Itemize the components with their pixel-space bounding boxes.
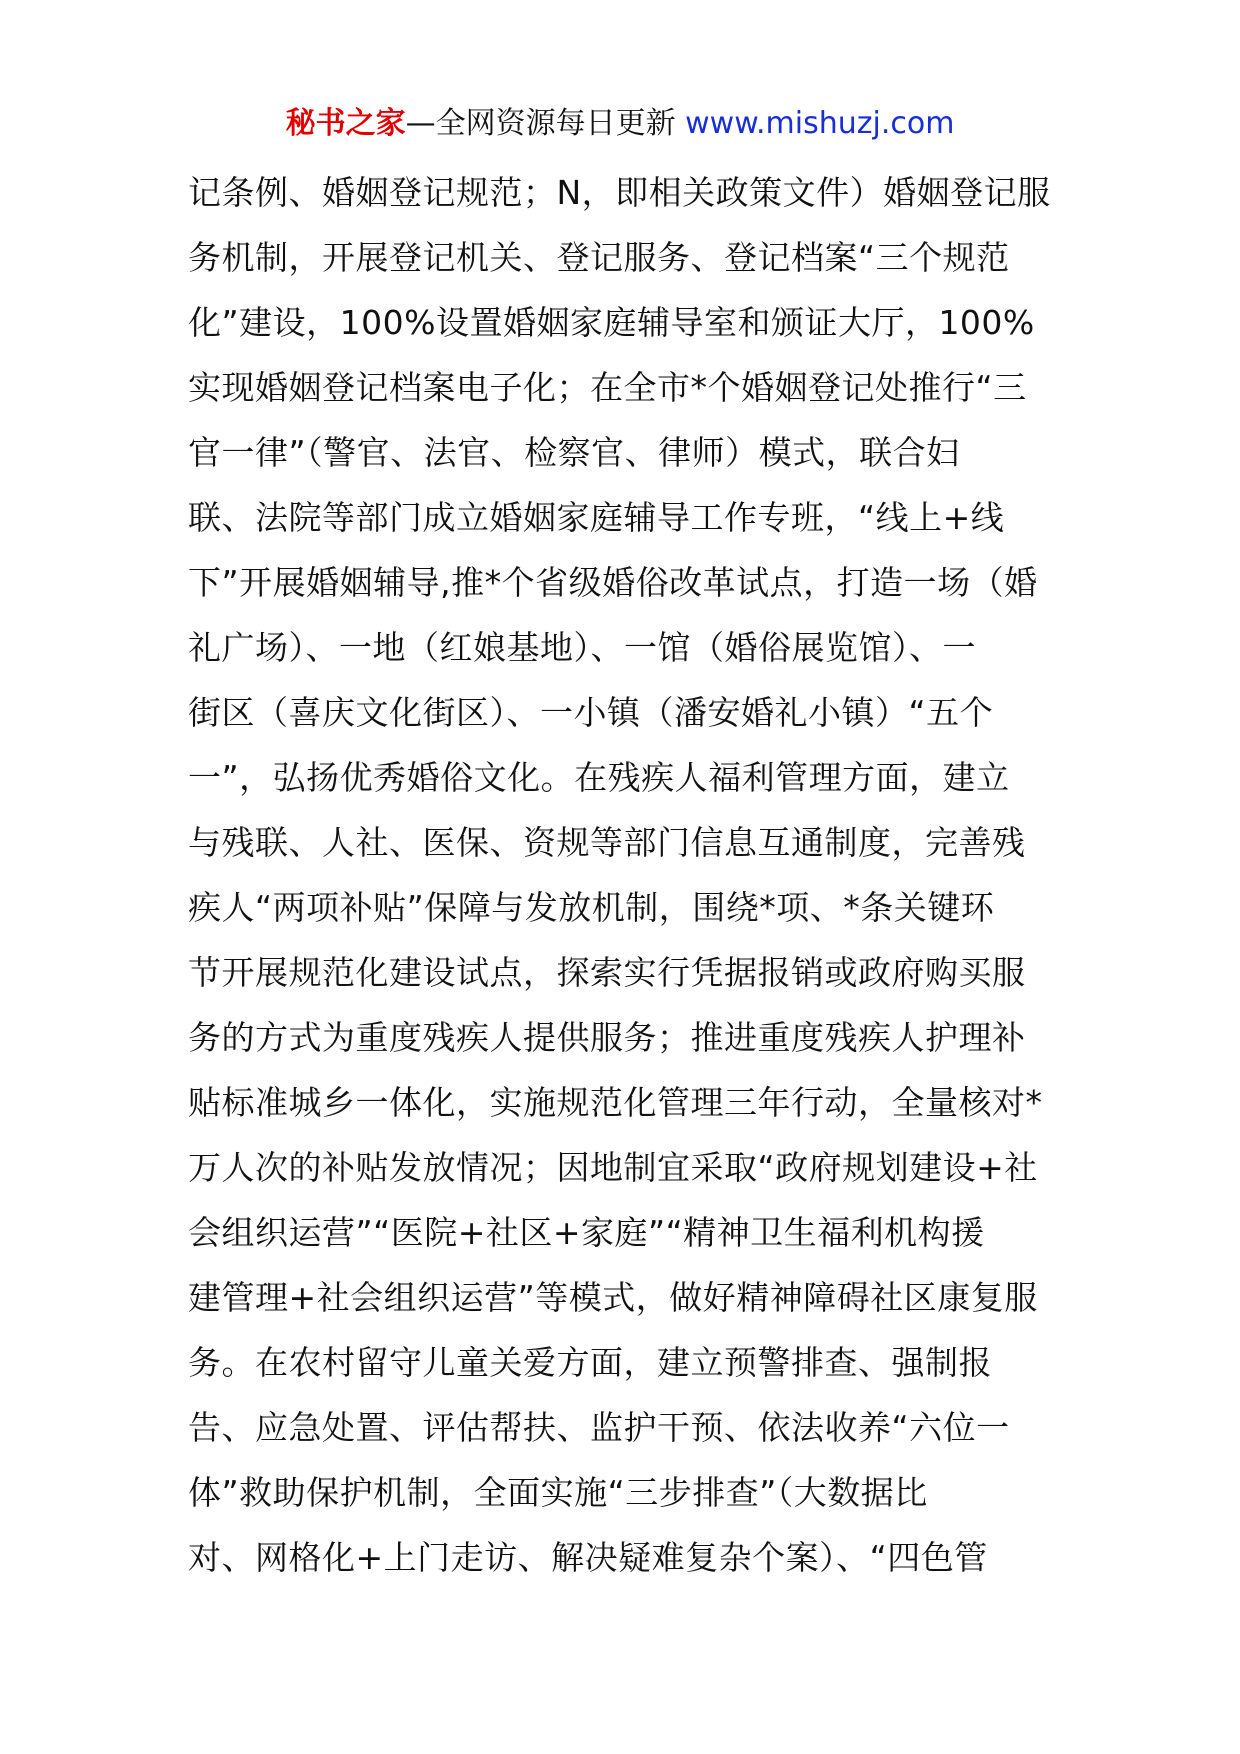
text-line: 务。在农村留守儿童关爱方面，建立预警排查、强制报 [188, 1343, 992, 1382]
site-header [0, 102, 1240, 146]
brand-name: 秘书之家 [285, 106, 406, 141]
text-line: 体”救助保护机制，全面实施“三步排查”（大数据比 [188, 1473, 928, 1512]
text-line: 化”建设，100%设置婚姻家庭辅导室和颁证大厅，100% [188, 303, 1035, 342]
text-line: 对、网格化+上门走访、解决疑难复杂个案）、“四色管 [188, 1538, 988, 1577]
text-line: 一”，弘扬优秀婚俗文化。在残疾人福利管理方面，建立 [188, 758, 1010, 797]
text-line: 记条例、婚姻登记规范；N，即相关政策文件）婚姻登记服 [188, 173, 1051, 212]
site-url-link[interactable]: www.mishuzj.com [685, 106, 955, 141]
text-line: 务机制，开展登记机关、登记服务、登记档案“三个规范 [188, 238, 1010, 277]
header-tagline: —全网资源每日更新 [405, 106, 676, 141]
text-line: 会组织运营”“医院+社区+家庭”“精神卫生福利机构援 [188, 1213, 985, 1252]
text-line: 与残联、人社、医保、资规等部门信息互通制度，完善残 [188, 823, 1026, 862]
text-line: 告、应急处置、评估帮扶、监护干预、依法收养“六位一 [188, 1408, 1010, 1447]
text-line: 建管理+社会组织运营”等模式，做好精神障碍社区康复服 [188, 1278, 1038, 1317]
text-line: 联、法院等部门成立婚姻家庭辅导工作专班，“线上+线 [188, 498, 1005, 537]
text-line: 街区（喜庆文化街区）、一小镇（潘安婚礼小镇）“五个 [188, 693, 994, 732]
text-line: 节开展规范化建设试点，探索实行凭据报销或政府购买服 [188, 953, 1026, 992]
text-line: 下”开展婚姻辅导,推*个省级婚俗改革试点，打造一场（婚 [188, 563, 1038, 602]
text-line: 官一律”（警官、法官、检察官、律师）模式，联合妇 [188, 433, 960, 472]
text-line: 礼广场）、一地（红娘基地）、一馆（婚俗展览馆）、一 [188, 628, 976, 667]
text-line: 实现婚姻登记档案电子化；在全市*个婚姻登记处推行“三 [188, 368, 1027, 407]
text-line: 贴标准城乡一体化，实施规范化管理三年行动，全量核对* [188, 1083, 1043, 1122]
document-body [188, 160, 1058, 1590]
text-line: 务的方式为重度残疾人提供服务；推进重度残疾人护理补 [188, 1018, 1026, 1057]
text-line: 万人次的补贴发放情况；因地制宜采取“政府规划建设+社 [188, 1148, 1038, 1187]
text-line: 疾人“两项补贴”保障与发放机制，围绕*项、*条关键环 [188, 888, 995, 927]
